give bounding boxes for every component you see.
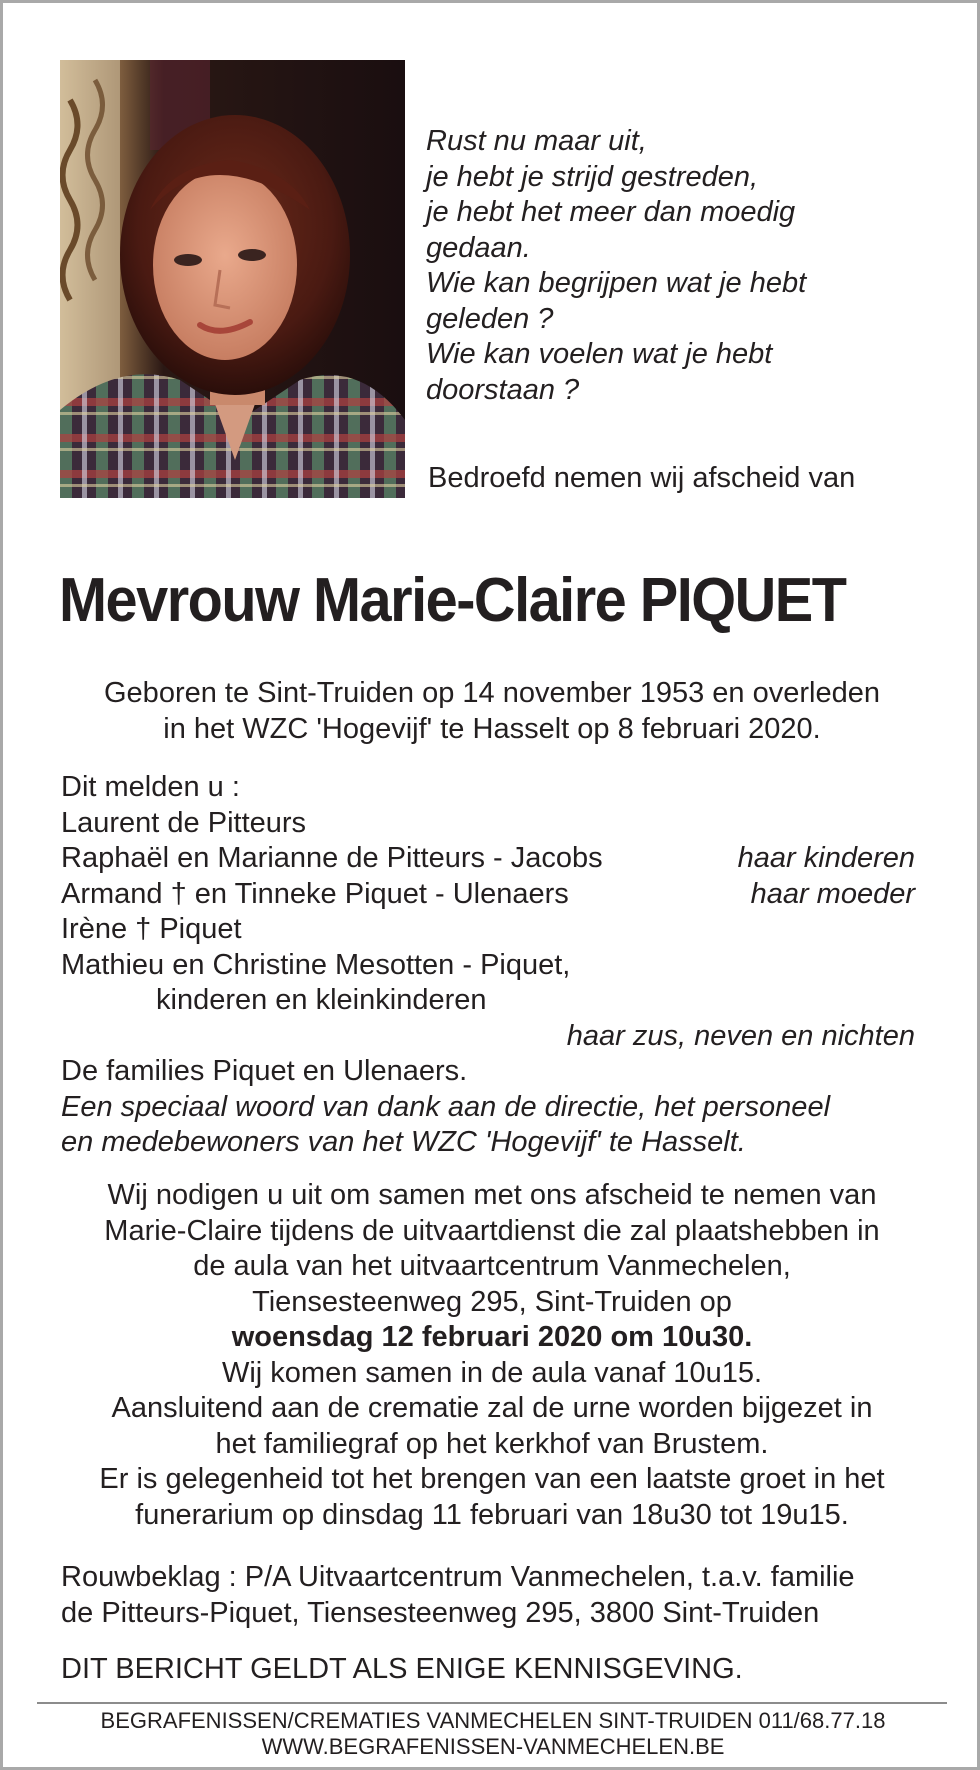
footer-website: WWW.BEGRAFENISSEN-VANMECHELEN.BE [261,1734,725,1759]
poem-line: je hebt het meer dan moedig [426,196,796,228]
poem-line: Wie kan voelen wat je hebt [426,338,773,370]
invite-line: Er is gelegenheid tot het brengen van een laatste groet in het [99,1463,885,1495]
family-member: De families Piquet en Ulenaers. [61,1055,468,1087]
funeral-date: woensdag 12 februari 2020 om 10u30. [231,1321,753,1353]
family-member: kinderen en kleinkinderen [156,984,487,1016]
born-line: Geboren te Sint-Truiden op 14 november 1953 en overleden [104,677,880,709]
invite-line: funerarium op dinsdag 11 februari van 18u30 tot 19u15. [135,1498,849,1531]
condolence-line: Rouwbeklag : P/A Uitvaartcentrum Vanmechelen, t.a.v. familie [61,1561,855,1593]
thanks-line: Een speciaal woord van dank aan de directie, het personeel [61,1090,831,1123]
official-notice: DIT BERICHT GELDT ALS ENIGE KENNISGEVING. [61,1653,743,1685]
invite-line: Tiensesteenweg 295, Sint-Truiden op [252,1285,732,1318]
family-member-row [61,877,921,913]
family-member-row [61,841,921,877]
family-member: Raphaël en Marianne de Pitteurs - Jacobs [61,842,603,874]
family-list [61,770,921,1161]
family-header: Dit melden u : [61,771,240,803]
family-member: Mathieu en Christine Mesotten - Piquet, [61,948,571,981]
poem-line: Wie kan begrijpen wat je hebt [426,267,807,299]
invite-line: het familiegraf op het kerkhof van Brustem. [215,1427,769,1460]
family-role: haar moeder [750,877,915,910]
portrait-photo [60,60,405,498]
poem-line: Rust nu maar uit, [426,125,647,157]
footer [43,1708,943,1760]
family-member: Laurent de Pitteurs [61,806,307,839]
family-role: haar kinderen [737,842,915,874]
footer-company: BEGRAFENISSEN/CREMATIES VANMECHELEN SINT-TRUIDEN 011/68.77.18 [100,1708,886,1733]
poem-line: geleden ? [426,302,554,335]
family-member: Armand † en Tinneke Piquet - Ulenaers [61,877,569,910]
poem [426,124,956,408]
intro-text: Bedroefd nemen wij afscheid van [428,462,856,494]
thanks-line: en medebewoners van het WZC 'Hogevijf' te Hasselt. [61,1126,746,1158]
invite-line: de aula van het uitvaartcentrum Vanmechelen, [193,1250,791,1282]
poem-line: je hebt je strijd gestreden, [426,160,759,193]
poem-line: doorstaan ? [426,373,580,406]
invite-line: Wij nodigen u uit om samen met ons afscheid te nemen van [107,1179,877,1211]
invite-line: Aansluitend aan de crematie zal de urne worden bijgezet in [111,1392,873,1424]
family-member: Irène † Piquet [61,913,242,945]
condolence-line: de Pitteurs-Piquet, Tiensesteenweg 295, 3800 Sint-Truiden [61,1597,820,1629]
poem-line: gedaan. [426,231,531,264]
birth-death-info [59,675,925,747]
footer-divider [37,1702,947,1704]
invite-line: Wij komen samen in de aula vanaf 10u15. [221,1356,763,1389]
condolence-address [61,1559,941,1631]
family-role: haar zus, neven en nichten [566,1019,915,1052]
invite-line: Marie-Claire tijdens de uitvaartdienst die zal plaatshebben in [104,1214,880,1247]
born-line: in het WZC 'Hogevijf' te Hasselt op 8 februari 2020. [163,713,821,745]
funeral-invitation [59,1178,925,1533]
deceased-name: Mevrouw Marie-Claire PIQUET [59,566,846,635]
